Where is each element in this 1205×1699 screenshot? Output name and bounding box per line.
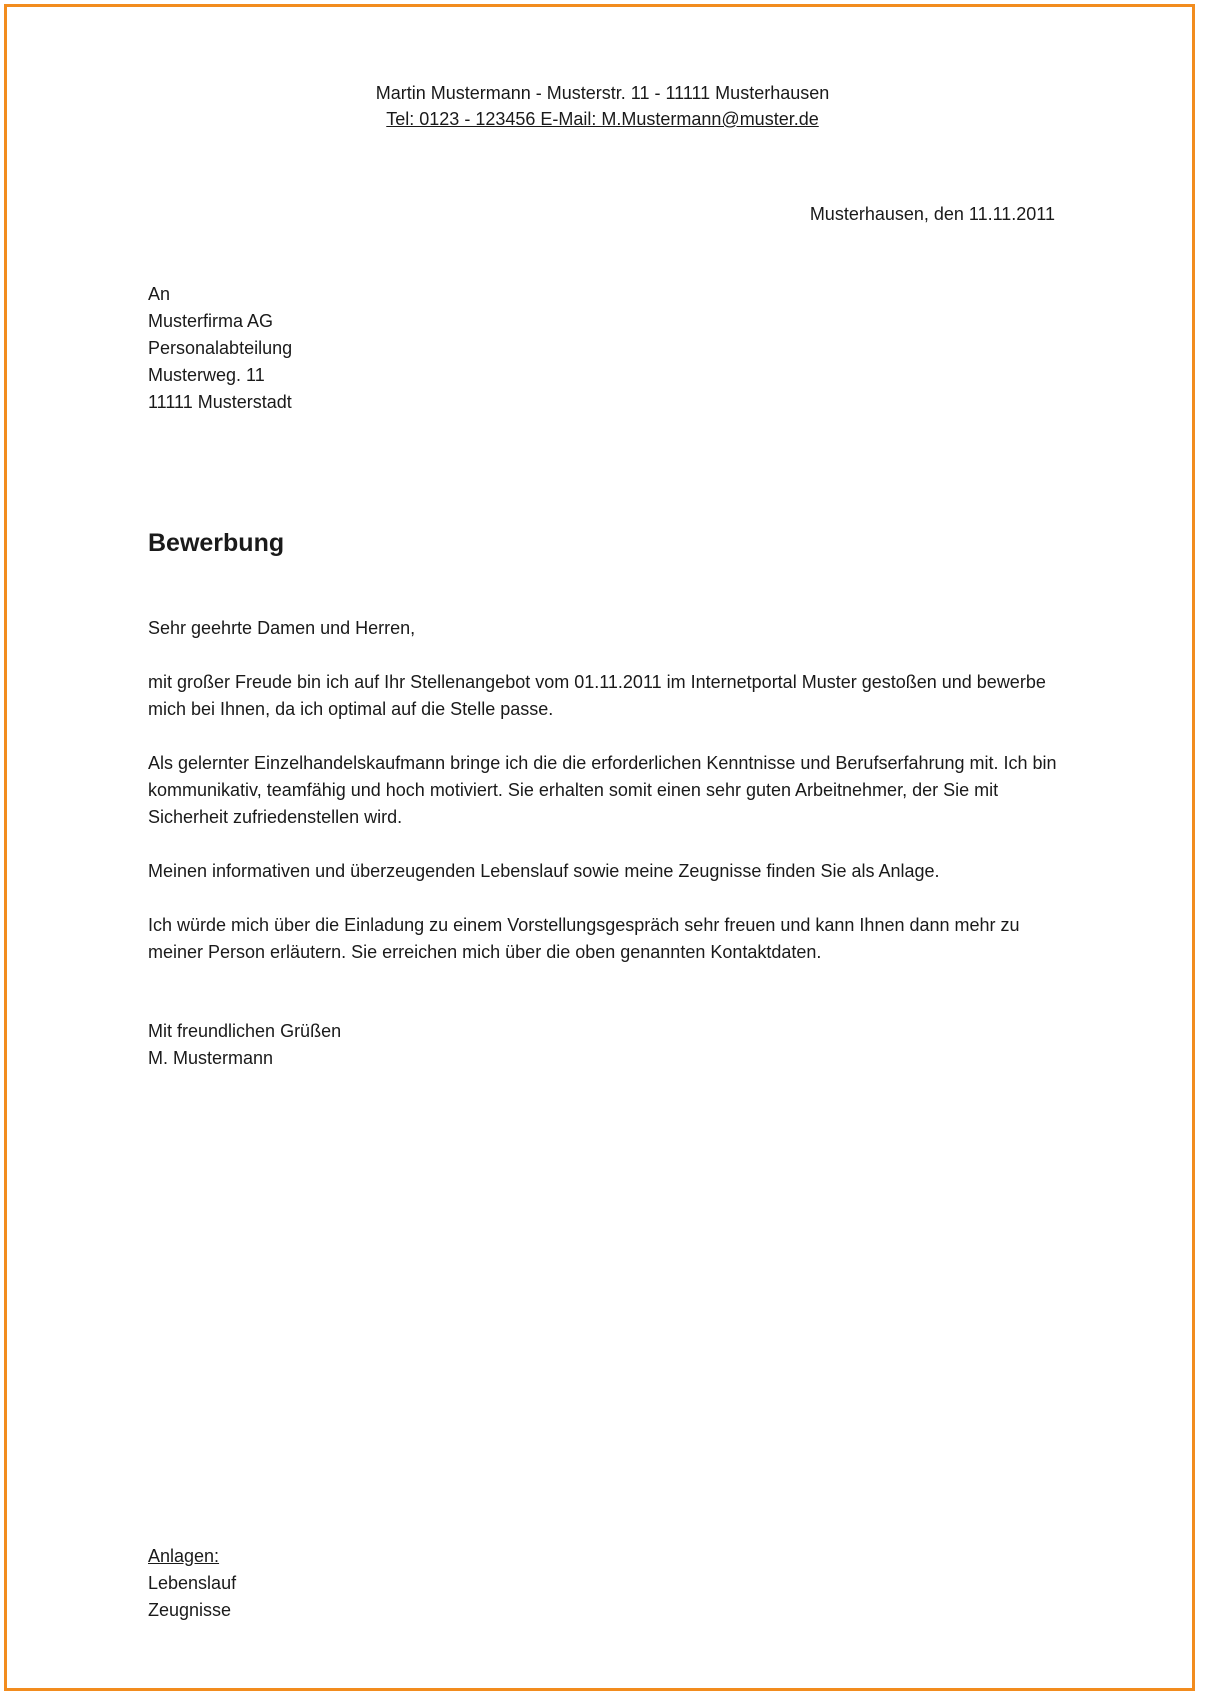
letter-date: Musterhausen, den 11.11.2011 — [809, 204, 1055, 224]
recipient-line: 11111 Musterstadt — [148, 392, 292, 412]
letter-closing — [148, 1018, 341, 1072]
attachment-item: Zeugnisse — [148, 1600, 232, 1620]
attachments-title: Anlagen: — [148, 1546, 220, 1566]
recipient-line: An — [148, 284, 171, 304]
attachment-item: Lebenslauf — [148, 1573, 237, 1593]
sender-contact-line: Tel: 0123 - 123456 E-Mail: M.Mustermann@muster.de — [386, 109, 819, 129]
recipient-line: Personalabteilung — [148, 338, 293, 358]
body-paragraph: mit großer Freude bin ich auf Ihr Stellenangebot vom 01.11.2011 im Internetportal Muster gestoßen und bewerbe mich bei Ihnen, da ich optimal auf die Stelle passe. — [148, 672, 1046, 719]
letter-body — [148, 615, 1068, 993]
recipient-address — [148, 281, 292, 416]
body-paragraph: Meinen informativen und überzeugenden Lebenslauf sowie meine Zeugnisse finden Sie als Anlage. — [148, 861, 940, 881]
attachments-list — [148, 1543, 236, 1624]
sender-address-line: Martin Mustermann - Musterstr. 11 - 11111 Musterhausen — [375, 83, 830, 103]
sender-block — [0, 80, 1205, 132]
recipient-line: Musterfirma AG — [148, 311, 274, 331]
closing-greeting: Mit freundlichen Grüßen — [148, 1021, 342, 1041]
recipient-line: Musterweg. 11 — [148, 365, 265, 385]
signature-name: M. Mustermann — [148, 1048, 274, 1068]
body-paragraph: Ich würde mich über die Einladung zu einem Vorstellungsgespräch sehr freuen und kann Ihnen dann mehr zu meiner Person erläutern. Sie erreichen mich über die oben genannten Kontaktdaten. — [148, 915, 1020, 962]
body-paragraph: Als gelernter Einzelhandelskaufmann bringe ich die die erforderlichen Kenntnisse und Berufserfahrung mit. Ich bin kommunikativ, teamfähig und hoch motiviert. Sie erhalten somit einen sehr guten Arbeitnehmer, der Sie mit Sicherheit zufriedenstellen wird. — [148, 753, 1057, 827]
letter-subject: Bewerbung — [148, 529, 285, 557]
salutation: Sehr geehrte Damen und Herren, — [148, 618, 416, 638]
